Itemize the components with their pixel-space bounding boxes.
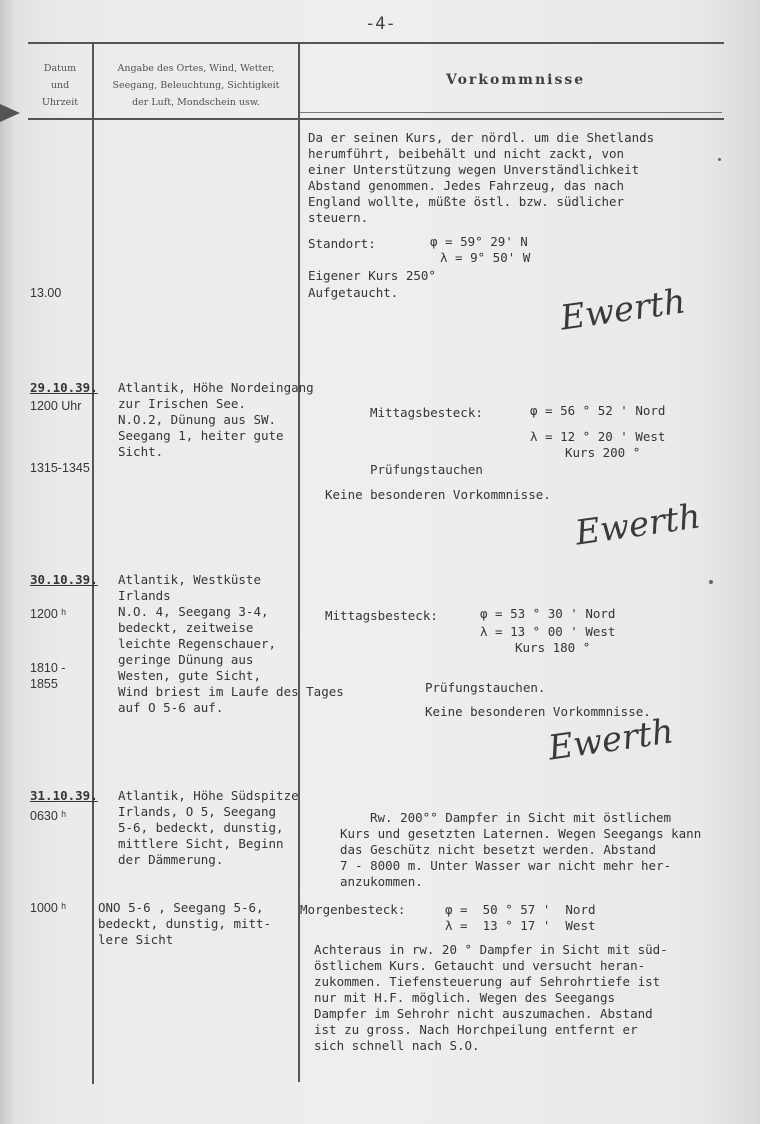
header-events: Vorkommnisse — [446, 72, 586, 88]
entry-place-line: auf O 5-6 auf. — [118, 700, 224, 715]
signature: Ewerth — [572, 496, 704, 554]
entry-note-line: φ = 56 ° 52 ' Nord — [530, 403, 666, 418]
entry-note-line: λ = 12 ° 20 ' West — [530, 429, 666, 444]
entry-date: 29.10.39. — [30, 380, 98, 395]
entry-note-line: ist zu gross. Nach Horchpeilung entfernt er — [314, 1022, 638, 1037]
entry-note-line: Standort: — [308, 236, 376, 251]
header-place-line-1: Angabe des Ortes, Wind, Wetter, — [117, 63, 275, 74]
entry-place-line: Atlantik, Höhe Nordeingang — [118, 380, 314, 395]
entry-note-line: England wollte, müßte östl. bzw. südlicher — [308, 194, 625, 209]
entry-time: 0630 ʰ — [30, 809, 67, 823]
entry-note-line: Kurs und gesetzten Laternen. Wegen Seegangs kann — [340, 826, 702, 841]
entry-note-line: Aufgetaucht. — [308, 285, 399, 300]
paper-speck — [718, 158, 721, 161]
entry-place-line: Sicht. — [118, 444, 164, 459]
header-bottom-rule — [28, 118, 724, 120]
entry-place-line: bedeckt, dunstig, mitt- — [98, 916, 272, 931]
entry-note-line: nur mit H.F. möglich. Wegen des Seegangs — [314, 990, 616, 1005]
entry-note-line: Mittagsbesteck: — [370, 405, 483, 420]
header-time-line: Uhrzeit — [41, 97, 79, 108]
header-und-line: und — [50, 80, 70, 91]
entry-place-line: leichte Regenschauer, — [118, 636, 277, 651]
entry-time: 1855 — [30, 677, 58, 691]
entry-time: 13.00 — [30, 286, 62, 300]
entry-note-line: Morgenbesteck: — [300, 902, 406, 917]
entry-place-line: Seegang 1, heiter gute — [118, 428, 284, 443]
entry-note-line: Keine besonderen Vorkommnisse. — [325, 487, 551, 502]
header-top-rule — [28, 42, 724, 44]
entry-note-line: λ = 9° 50' W — [440, 250, 531, 265]
entry-place-line: bedeckt, zeitweise — [118, 620, 254, 635]
entry-place-line: mittlere Sicht, Beginn — [118, 836, 284, 851]
entry-note-line: λ = 13 ° 00 ' West — [480, 624, 616, 639]
entry-note-line: Eigener Kurs 250° — [308, 268, 436, 283]
entry-place-line: lere Sicht — [98, 932, 174, 947]
entry-note-line: Keine besonderen Vorkommnisse. — [425, 704, 651, 719]
entry-time: 1000 ʰ — [30, 901, 67, 915]
header-place-line-2: Seegang, Beleuchtung, Sichtigkeit — [112, 80, 280, 91]
entry-note-line: Kurs 200 ° — [565, 445, 641, 460]
entry-place-line: der Dämmerung. — [118, 852, 224, 867]
entry-place-line: Atlantik, Westküste — [118, 572, 261, 587]
entry-note-line: Dampfer im Sehrohr nicht auszumachen. Abstand — [314, 1006, 653, 1021]
entry-note-line: Da er seinen Kurs, der nördl. um die Shetlands — [308, 130, 655, 145]
header-place-weather — [96, 60, 296, 111]
entry-note-line: anzukommen. — [340, 874, 423, 889]
entry-place-line: Atlantik, Höhe Südspitze — [118, 788, 299, 803]
entry-note-line: Abstand genommen. Jedes Fahrzeug, das nach — [308, 178, 625, 193]
entry-place-line: N.O.2, Dünung aus SW. — [118, 412, 277, 427]
entry-note-line: Kurs 180 ° — [515, 640, 591, 655]
entry-note-line: φ = 50 ° 57 ' Nord — [445, 902, 596, 917]
entry-note-line: Rw. 200°° Dampfer in Sicht mit östlichem — [370, 810, 672, 825]
entry-note-line: φ = 59° 29' N — [430, 234, 528, 249]
signature: Ewerth — [545, 711, 677, 769]
entry-note-line: λ = 13 ° 17 ' West — [445, 918, 596, 933]
entry-place-line: Westen, gute Sicht, — [118, 668, 261, 683]
entry-place-line: Irlands, O 5, Seegang — [118, 804, 277, 819]
entry-note-line: 7 - 8000 m. Unter Wasser war nicht mehr her- — [340, 858, 672, 873]
entry-note-line: Prüfungstauchen. — [425, 680, 546, 695]
entry-time: 1200 Uhr — [30, 399, 82, 413]
header-date-line: Datum — [43, 63, 77, 74]
entry-date: 30.10.39. — [30, 572, 98, 587]
entry-note-line: zukommen. Tiefensteuerung auf Sehrohrtiefe ist — [314, 974, 661, 989]
entry-time: 1315-1345 — [30, 461, 90, 475]
entry-place-line: Wind briest im Laufe des Tages — [118, 684, 344, 699]
signature: Ewerth — [557, 281, 689, 339]
entry-place-line: ONO 5-6 , Seegang 5-6, — [98, 900, 264, 915]
margin-marker-icon — [0, 104, 20, 122]
paper-speck — [709, 580, 713, 584]
entry-note-line: φ = 53 ° 30 ' Nord — [480, 606, 616, 621]
entry-place-line: zur Irischen See. — [118, 396, 246, 411]
entry-note-line: einer Unterstützung wegen Unverständlichkeit — [308, 162, 640, 177]
column-divider-1 — [92, 42, 94, 1084]
entry-note-line: Achteraus in rw. 20 ° Dampfer in Sicht mit süd- — [314, 942, 668, 957]
header-inner-rule — [300, 112, 722, 113]
entry-note-line: Mittagsbesteck: — [325, 608, 438, 623]
entry-place-line: 5-6, bedeckt, dunstig, — [118, 820, 284, 835]
page-number: -4- — [365, 14, 396, 34]
entry-place-line: Irlands — [118, 588, 171, 603]
entry-place-line: geringe Dünung aus — [118, 652, 254, 667]
entry-place-line: N.O. 4, Seegang 3-4, — [118, 604, 269, 619]
entry-date: 31.10.39. — [30, 788, 98, 803]
entry-note-line: steuern. — [308, 210, 369, 225]
header-place-line-3: der Luft, Mondschein usw. — [132, 97, 260, 108]
page-margin-shadow — [0, 0, 14, 1124]
header-date-time — [30, 60, 90, 111]
entry-time: 1200 ʰ — [30, 607, 67, 621]
entry-note-line: östlichem Kurs. Getaucht und versucht heran- — [314, 958, 646, 973]
column-divider-2 — [298, 42, 300, 1082]
entry-note-line: das Geschütz nicht besetzt werden. Abstand — [340, 842, 657, 857]
entry-note-line: herumführt, beibehält und nicht zackt, von — [308, 146, 625, 161]
entry-note-line: Prüfungstauchen — [370, 462, 483, 477]
entry-note-line: sich schnell nach S.O. — [314, 1038, 480, 1053]
entry-time: 1810 - — [30, 661, 66, 675]
